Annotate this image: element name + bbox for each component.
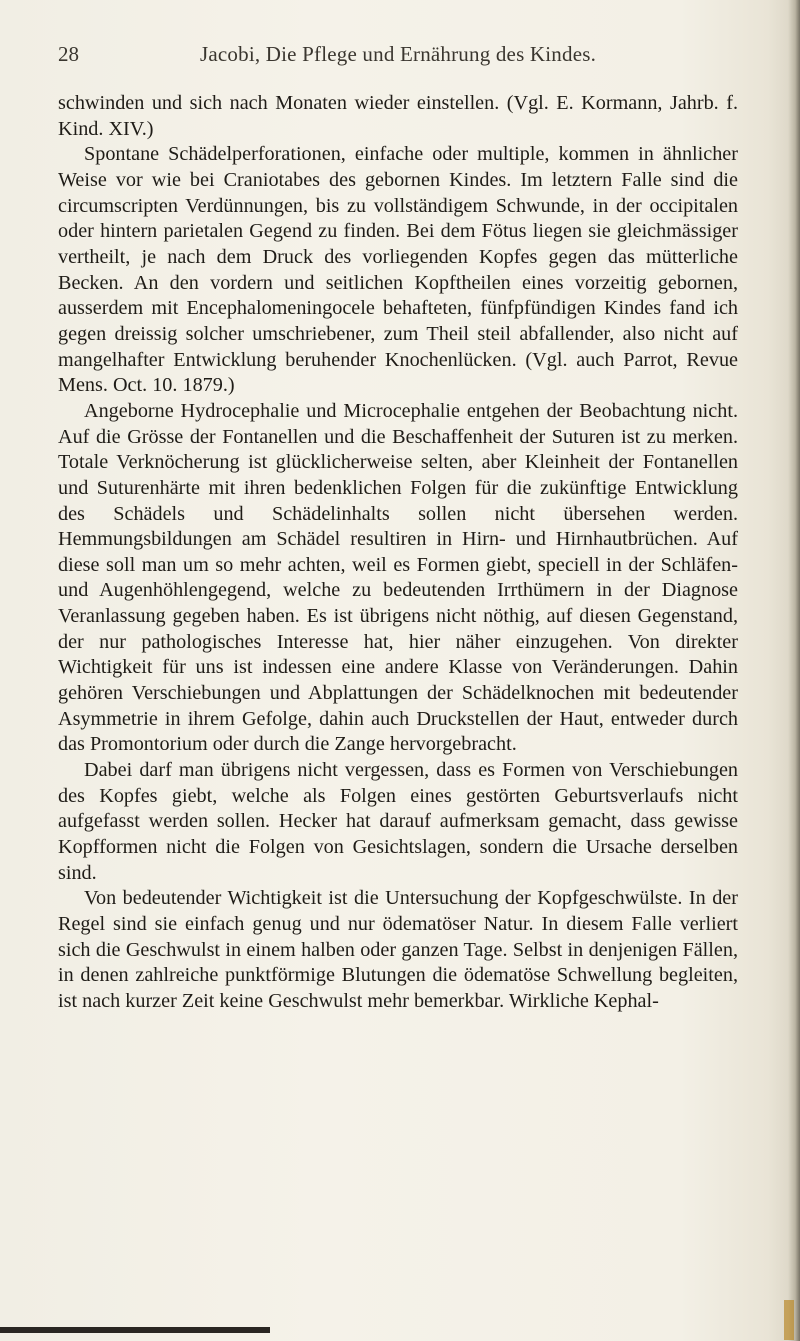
bottom-edge-mark xyxy=(0,1327,270,1333)
corner-mark xyxy=(784,1300,794,1340)
running-head: Jacobi, Die Pflege und Ernährung des Kindes. xyxy=(200,42,597,66)
body-text xyxy=(58,91,738,1015)
paragraph-continuation: schwinden und sich nach Monaten wieder einstellen. (Vgl. E. Kormann, Jahrb. f. Kind. XIV.) xyxy=(58,92,738,140)
page-header xyxy=(58,42,758,72)
page-number: 28 xyxy=(58,42,79,66)
paragraph-schaedelperforationen: Spontane Schädelperforationen, einfache oder multiple, kommen in ähnlicher Weise vor wie bei Craniotabes des gebornen Kindes. Im letztern Falle sind die circumscripten Verdünnungen, bis zu vollständigem Schwunde, in der occipitalen oder hintern parietalen Gegend zu finden. Bei dem Fötus liegen sie gleichmässiger vertheilt, je nach dem Druck des vorliegenden Kopfes gegen das mütterliche Becken. An den vordern und seitlichen Kopftheilen eines vorzeitig gebornen, ausserdem mit Encephalomeningocele behafteten, fünfpfündigen Kindes fand ich gegen dreissig solcher umschriebener, zum Theil steil abfallender, also nicht auf mangelhafter Entwicklung beruhender Knochenlücken. (Vgl. auch Parrot, Revue Mens. Oct. 10. 1879.) xyxy=(58,143,738,397)
paragraph-hydrocephalie: Angeborne Hydrocephalie und Microcephalie entgehen der Beobachtung nicht. Auf die Grösse der Fontanellen und die Beschaffenheit der Suturen ist zu merken. Totale Verknöcherung ist glücklicherweise selten, aber Kleinheit der Fontanellen und Suturenhärte mit ihren bedenklichen Folgen für die zukünftige Entwicklung des Schädels und Schädelinhalts sollen nicht übersehen werden. Hemmungsbildungen am Schädel resultiren in Hirn- und Hirnhautbrüchen. Auf diese soll man um so mehr achten, weil es Formen giebt, speciell in der Schläfen- und Augenhöhlengegend, welche zu bedeutenden Irrthümern in der Diagnose Veranlassung gegeben haben. Es ist übrigens nicht nöthig, auf diesen Gegenstand, der nur pathologisches Interesse hat, hier näher einzugehen. Von direkter Wichtigkeit für uns ist indessen eine andere Klasse von Veränderungen. Dahin gehören Verschiebungen und Abplattungen der Schädelknochen mit bedeutender Asymmetrie in ihrem Gefolge, dahin auch Druckstellen der Haut, entweder durch das Promontorium oder durch die Zange hervorgebracht. xyxy=(58,399,738,756)
paragraph-verschiebungen: Dabei darf man übrigens nicht vergessen, dass es Formen von Verschiebungen des Kopfes giebt, welche als Folgen eines gestörten Geburtsverlaufs nicht aufgefasst werden sollen. Hecker hat darauf aufmerksam gemacht, dass gewisse Kopfformen nicht die Folgen von Gesichtslagen, sondern die Ursache derselben sind. xyxy=(58,759,738,884)
paragraph-kopfgeschwuelste: Von bedeutender Wichtigkeit ist die Untersuchung der Kopfgeschwülste. In der Regel sind sie einfach genug und nur ödematöser Natur. In diesem Falle verliert sich die Geschwulst in einem halben oder ganzen Tage. Selbst in denjenigen Fällen, in denen zahlreiche punktförmige Blutungen die ödematöse Schwellung begleiten, ist nach kurzer Zeit keine Geschwulst mehr bemerkbar. Wirkliche Kephal- xyxy=(58,887,738,1012)
page-edge-shadow xyxy=(788,0,800,1341)
